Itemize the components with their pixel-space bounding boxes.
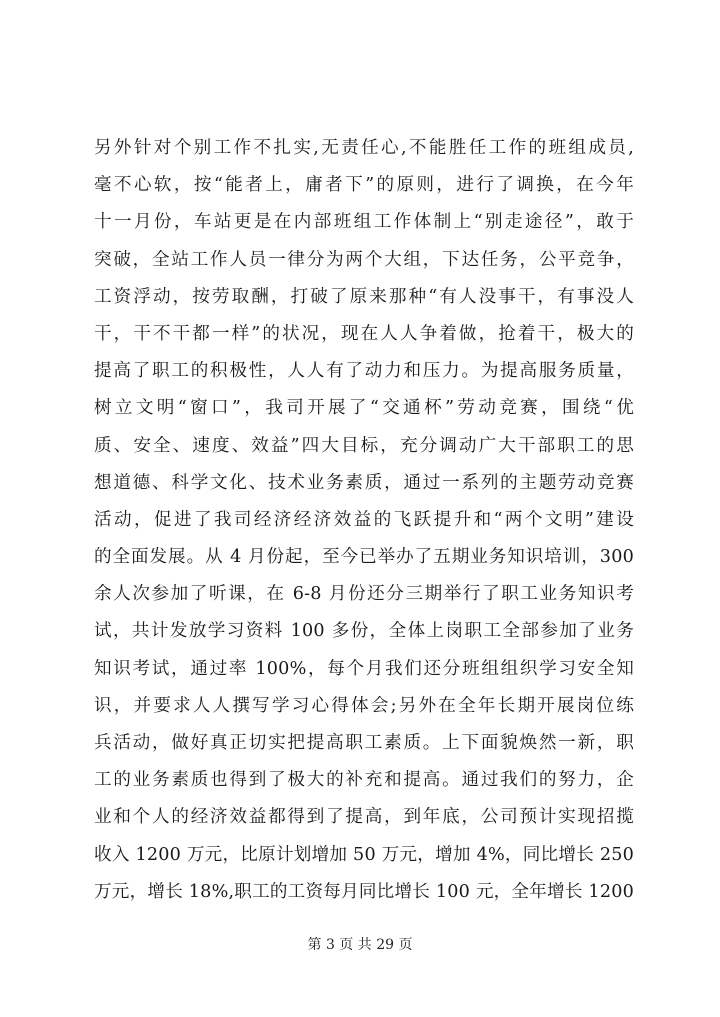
text-line: 树立文明“窗口”，我司开展了“交通杯”劳动竞赛，围绕“优 — [94, 398, 634, 419]
text-line: 识，并要求人人撰写学习心得体会;另外在全年长期开展岗位练 — [94, 695, 634, 716]
text-line: 提高了职工的积极性，人人有了动力和压力。为提高服务质量， — [94, 361, 634, 382]
page-number-footer: 第 3 页 共 29 页 — [307, 937, 413, 953]
text-line: 工资浮动，按劳取酬，打破了原来那种“有人没事干，有事没人 — [94, 286, 634, 307]
text-line: 质、安全、速度、效益”四大目标，充分调动广大干部职工的思 — [94, 435, 634, 456]
text-line: 试，共计发放学习资料 100 多份，全体上岗职工全部参加了业务 — [94, 621, 634, 642]
text-line: 万元，增长 18%,职工的工资每月同比增长 100 元，全年增长 1200 — [94, 881, 634, 902]
text-line: 突破，全站工作人员一律分为两个大组，下达任务，公平竞争， — [94, 249, 634, 270]
text-line: 另外针对个别工作不扎实,无责任心,不能胜任工作的班组成员, — [94, 138, 634, 158]
text-line: 毫不心软，按“能者上，庸者下”的原则，进行了调换，在今年 — [94, 175, 634, 196]
text-line: 十一月份，车站更是在内部班组工作体制上“别走途径”，敢于 — [94, 212, 634, 233]
text-line: 收入 1200 万元，比原计划增加 50 万元，增加 4%，同比增长 250 — [94, 844, 634, 865]
text-line: 活动，促进了我司经济经济效益的飞跃提升和“两个文明”建设 — [94, 509, 634, 530]
text-line: 的全面发展。从 4 月份起，至今已举办了五期业务知识培训，300 — [94, 547, 634, 568]
text-line: 兵活动，做好真正切实把提高职工素质。上下面貌焕然一新，职 — [94, 733, 634, 753]
text-line: 工的业务素质也得到了极大的补充和提高。通过我们的努力，企 — [94, 770, 634, 791]
text-line: 知识考试，通过率 100%，每个月我们还分班组组织学习安全知 — [94, 658, 634, 679]
text-line: 想道德、科学文化、技术业务素质，通过一系列的主题劳动竞赛 — [94, 472, 634, 493]
text-line: 余人次参加了听课，在 6-8 月份还分三期举行了职工业务知识考 — [94, 584, 634, 605]
body-text — [94, 130, 634, 911]
text-line: 业和个人的经济效益都得到了提高，到年底，公司预计实现招揽 — [94, 807, 634, 828]
text-line: 干，干不干都一样”的状况，现在人人争着做，抢着干，极大的 — [94, 323, 634, 344]
